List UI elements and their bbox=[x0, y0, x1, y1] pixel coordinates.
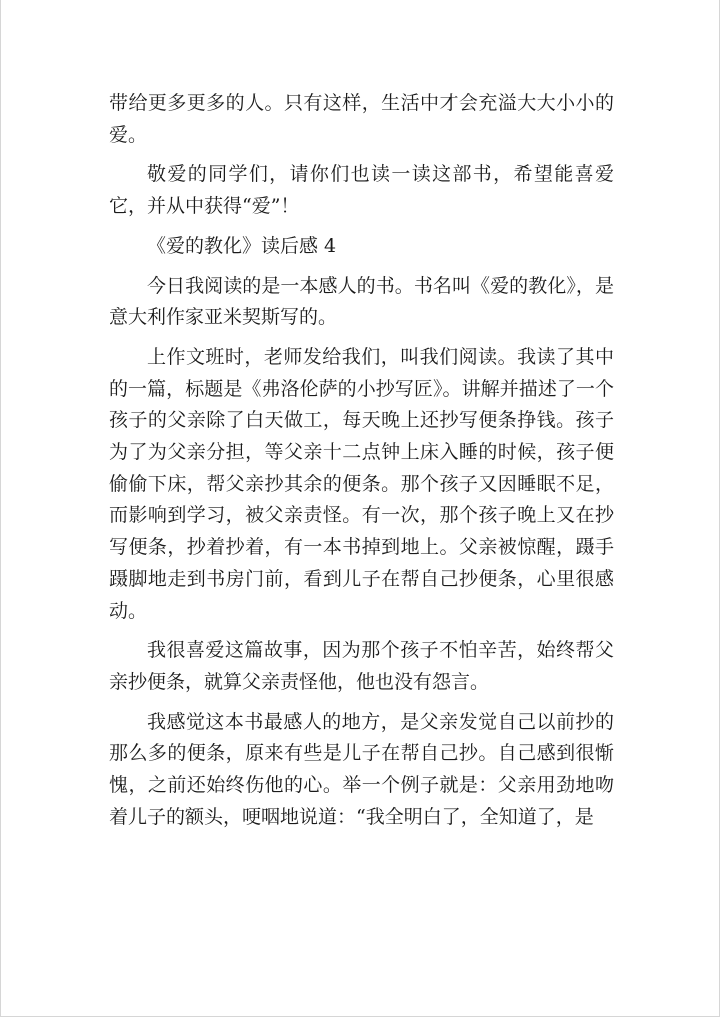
section-heading: 《爱的教化》读后感 4 bbox=[147, 234, 337, 257]
paragraph-story: 上作文班时，老师发给我们，叫我们阅读。我读了其中的一篇，标题是《弗洛伦萨的小抄写匠》。讲解并描述了一个孩子的父亲除了白天做工，每天晚上还抄写便条挣钱。孩子为了为父亲分担，等父亲十二点钟上床入睡的时候，孩子便偷偷下床，帮父亲抄其余的便条。那个孩子又因睡眠不足，而影响到学习，被父亲责怪。有一次，那个孩子晚上又在抄写便条，抄着抄着，有一本书掉到地上。父亲被惊醒，蹑手蹑脚地走到书房门前，看到儿子在帮自己抄便条，心里很感动。 bbox=[109, 345, 614, 622]
paragraph-continuation: 带给更多更多的人。只有这样，生活中才会充溢大大小小的爱。 bbox=[109, 92, 614, 146]
paragraph-opinion: 我很喜爱这篇故事，因为那个孩子不怕辛苦，始终帮父亲抄便条，就算父亲责怪他，他也没有怨言。 bbox=[109, 639, 614, 693]
document-body bbox=[109, 88, 614, 841]
paragraph-recommendation: 敬爱的同学们，请你们也读一读这部书，希望能喜爱它，并从中获得“爱”！ bbox=[109, 163, 614, 218]
paragraph-intro: 今日我阅读的是一本感人的书。书名叫《爱的教化》，是意大利作家亚米契斯写的。 bbox=[109, 274, 614, 329]
paragraph-touching: 我感觉这本书最感人的地方，是父亲发觉自己以前抄的那么多的便条，原来有些是儿子在帮自己抄。自己感到很惭愧，之前还始终伤他的心。举一个例子就是：父亲用劲地吻着儿子的额头，哽咽地说道：“我全明白了，全知道了，是 bbox=[109, 710, 614, 828]
